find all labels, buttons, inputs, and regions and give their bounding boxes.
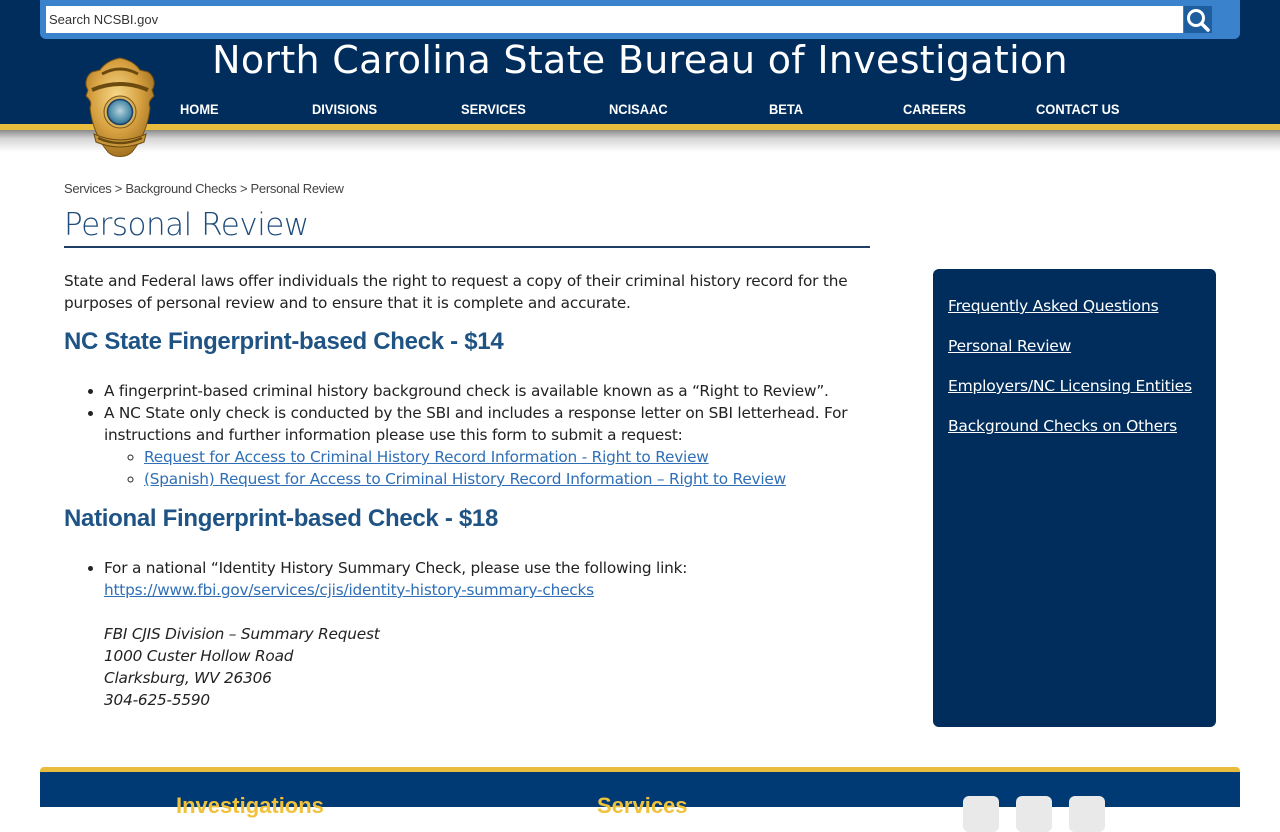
breadcrumb-background-checks[interactable]: Background Checks [125, 181, 237, 196]
nav-contact-us[interactable]: CONTACT US [1036, 101, 1120, 117]
search-bar [40, 0, 1240, 39]
right-to-review-form-link[interactable]: Request for Access to Criminal History Record Information - Right to Review [144, 448, 709, 466]
sidebar-item-employers-licensing[interactable]: Employers/NC Licensing Entities [948, 377, 1192, 395]
facebook-icon[interactable] [963, 796, 999, 832]
list-item-text: For a national “Identity History Summary Check, please use the following link: [104, 559, 688, 577]
nav-divisions[interactable]: DIVISIONS [312, 101, 378, 117]
main-nav [0, 101, 1280, 119]
footer-heading-services: Services [597, 793, 688, 818]
nav-home[interactable]: HOME [180, 101, 219, 117]
instagram-icon[interactable] [1069, 796, 1105, 832]
nav-services[interactable]: SERVICES [461, 101, 526, 117]
breadcrumb-separator: > [114, 181, 123, 196]
sidebar-item-faq[interactable]: Frequently Asked Questions [948, 297, 1159, 315]
section-heading-nc-state: NC State Fingerprint-based Check - $14 [64, 328, 504, 355]
x-twitter-icon[interactable] [1016, 796, 1052, 832]
form-links-list [104, 446, 874, 490]
search-button[interactable] [1184, 6, 1212, 33]
address-line: Clarksburg, WV 26306 [104, 669, 272, 687]
site-header [0, 0, 1280, 124]
nc-state-bullet-list [104, 380, 874, 490]
sidebar-nav [933, 269, 1216, 727]
list-item [144, 468, 874, 490]
list-item-text: A NC State only check is conducted by the SBI and includes a response letter on SBI letterhead. For instructions and further information please use this form to submit a request: [104, 404, 848, 444]
search-input[interactable] [46, 6, 1183, 33]
sidebar-item-background-checks-others[interactable]: Background Checks on Others [948, 417, 1177, 435]
phone-number: 304-625-5590 [104, 691, 210, 709]
section-heading-national: National Fingerprint-based Check - $18 [64, 505, 499, 532]
breadcrumb-separator: > [239, 181, 248, 196]
intro-paragraph: State and Federal laws offer individuals the right to request a copy of their criminal history record for the purposes of personal review and to ensure that it is complete and accurate. [64, 272, 848, 312]
nav-careers[interactable]: CAREERS [903, 101, 966, 117]
search-icon [1185, 7, 1211, 33]
page-title: Personal Review [64, 207, 309, 243]
breadcrumb [64, 181, 344, 196]
nav-beta[interactable]: BETA [769, 101, 804, 117]
site-footer [40, 767, 1240, 818]
list-item [104, 402, 874, 490]
breadcrumb-current: Personal Review [250, 181, 344, 196]
footer-heading-investigations: Investigations [176, 793, 324, 818]
breadcrumb-services[interactable]: Services [64, 181, 112, 196]
site-title-text: North Carolina State Bureau of Investigation [212, 38, 1068, 82]
sbi-badge-logo[interactable] [80, 56, 160, 162]
fbi-identity-history-link[interactable]: https://www.fbi.gov/services/cjis/identity-history-summary-checks [104, 581, 594, 599]
list-item [104, 557, 874, 711]
address-line: FBI CJIS Division – Summary Request [104, 625, 380, 643]
spanish-right-to-review-form-link[interactable]: (Spanish) Request for Access to Criminal History Record Information – Right to Review [144, 470, 786, 488]
title-underline [64, 246, 870, 248]
fbi-address [104, 623, 874, 711]
nav-ncisaac[interactable]: NCISAAC [609, 101, 668, 117]
address-line: 1000 Custer Hollow Road [104, 647, 294, 665]
header-shadow [0, 130, 1280, 152]
sidebar-item-personal-review[interactable]: Personal Review [948, 337, 1072, 355]
list-item [144, 446, 874, 468]
main-content [64, 270, 874, 709]
list-item: • A fingerprint-based criminal history background check is available known as a “Right to Review”. [104, 380, 874, 402]
national-bullet-list [104, 557, 874, 711]
site-title[interactable] [0, 38, 1280, 82]
